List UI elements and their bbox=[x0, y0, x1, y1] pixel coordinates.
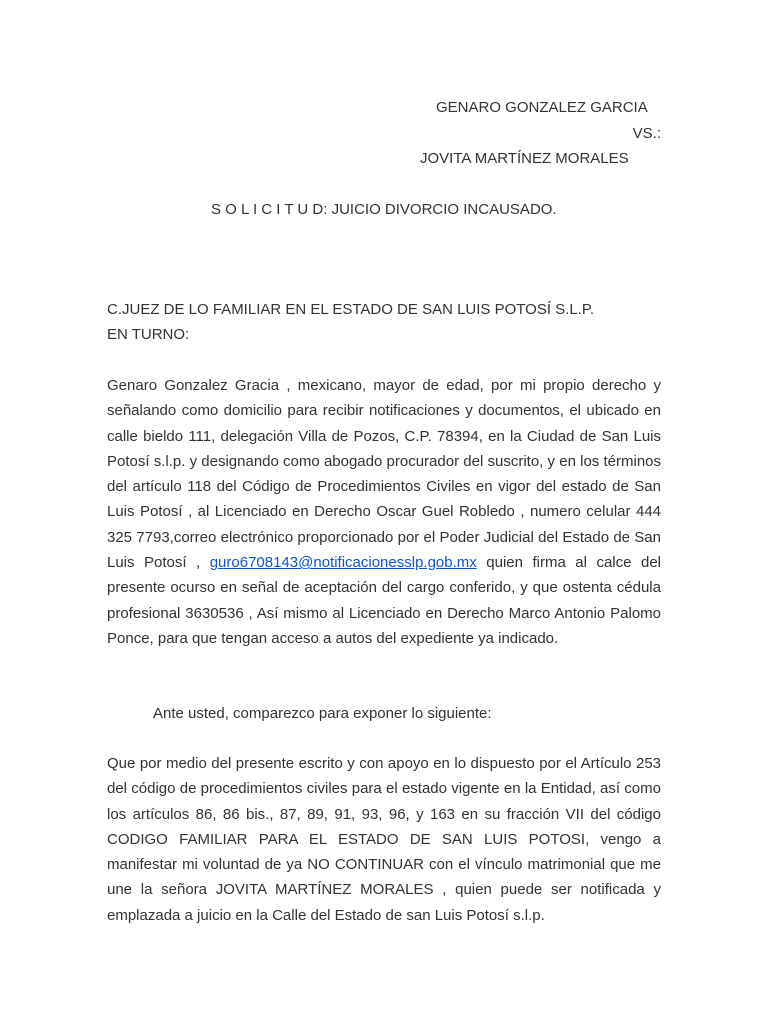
addressee-line-2: EN TURNO: bbox=[107, 326, 190, 343]
email-link[interactable]: guro6708143@notificacionesslp.gob.mx bbox=[209, 554, 477, 572]
body-paragraph: Que por medio del presente escrito y con apoyo en lo dispuesto por el Artículo 253 del código de procedimientos civiles para el estado vigente en la Entidad, así como los artículos 86, 86 bis., 87, 89, 91, 93, 96, y 163 en su fracción VII del código CODIGO FAMILIAR PARA EL ESTADO DE SAN LUIS POTOSI, vengo a manifestar mi voluntad de ya NO CONTINUAR con el vínculo matrimonial que me une la señora JOVITA MARTÍNEZ MORALES , quien puede ser notificada y emplazada a juicio en la Calle del Estado de san Luis Potosí s.l.p. bbox=[107, 755, 661, 924]
versus-label: VS.: bbox=[632, 125, 661, 142]
plaintiff-name: GENARO GONZALEZ GARCIA bbox=[436, 99, 648, 116]
intro-paragraph bbox=[107, 373, 661, 651]
exposition-intro: Ante usted, comparezco para exponer lo siguiente: bbox=[153, 705, 492, 722]
intro-text-before-email: Genaro Gonzalez Gracia , mexicano, mayor de edad, por mi propio derecho y señalando como domicilio para recibir notificaciones y documentos, el ubicado en calle bieldo 111, delegación Villa de Pozos, C.P. 78394, en la Ciudad de San Luis Potosí s.l.p. y designando como abogado procurador del suscrito, y en los términos del artículo 118 del Código de Procedimientos Civiles en vigor del estado de San Luis Potosí , al Licenciado en Derecho Oscar Guel Robledo , numero celular 444 325 7793,correo electrónico proporcionado por el Poder Judicial del Estado de San Luis Potosí , bbox=[107, 377, 661, 572]
addressee-line-1: C.JUEZ DE LO FAMILIAR EN EL ESTADO DE SAN LUIS POTOSÍ S.L.P. bbox=[107, 301, 595, 318]
defendant-name: JOVITA MARTÍNEZ MORALES bbox=[420, 150, 629, 167]
intro-text-after-email: quien firma al calce del presente ocurso en señal de aceptación del cargo conferido, y que ostenta cédula profesional 3630536 , Así mismo al Licenciado en Derecho Marco Antonio Palomo Ponce, para que tengan acceso a autos del expediente ya indicado. bbox=[107, 554, 661, 647]
request-title: S O L I C I T U D: JUICIO DIVORCIO INCAUSADO. bbox=[211, 201, 557, 218]
